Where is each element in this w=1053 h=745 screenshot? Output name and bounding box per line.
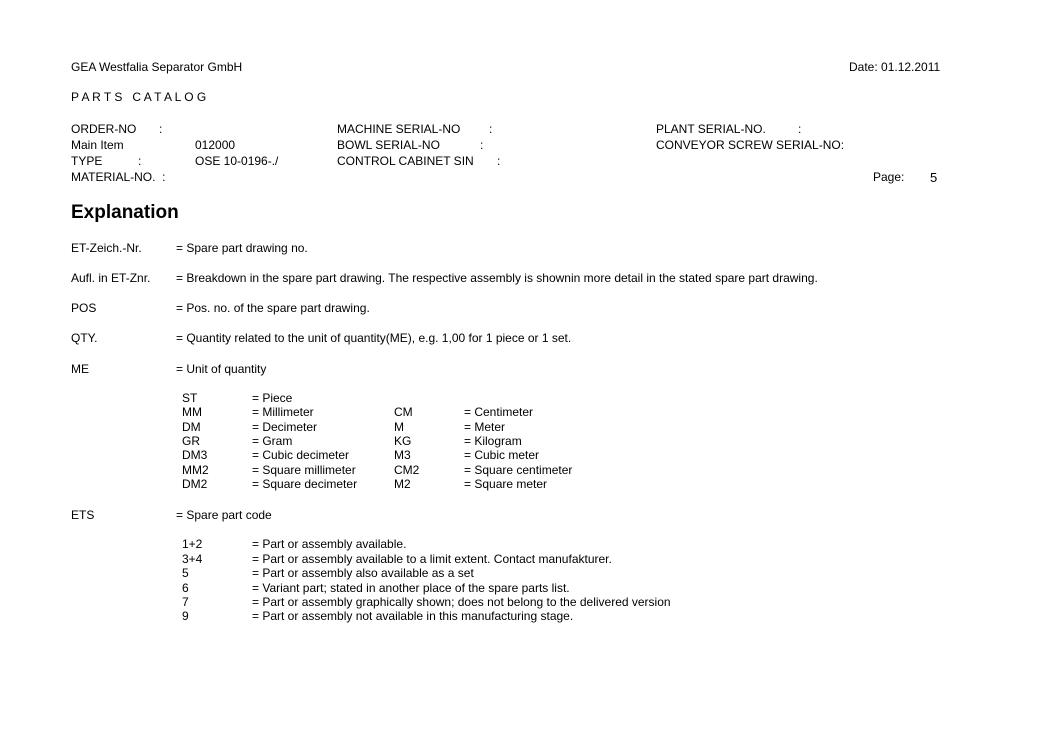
control-cabinet-colon: : [497,154,501,168]
plant-serial-colon: : [798,122,802,136]
unit-desc: = Decimeter [252,420,318,434]
bowl-serial-colon: : [480,138,484,152]
type-value: OSE 10-0196-./ [195,154,279,168]
ets-desc: = Variant part; stated in another place of the spare parts list. [252,581,570,595]
unit-code: KG [394,434,412,448]
unit-code: CM2 [394,463,420,477]
machine-serial-colon: : [489,122,493,136]
unit-code: DM3 [182,448,208,462]
unit-desc: = Centimeter [464,405,534,419]
definition-term: ETS [71,508,95,522]
document-date: Date: 01.12.2011 [849,60,941,74]
unit-desc: = Square meter [464,477,548,491]
section-title: Explanation [71,202,179,223]
type-label: TYPE [71,154,103,168]
order-no-label: ORDER-NO [71,122,137,136]
main-item-value: 012000 [195,138,236,152]
ets-code: 7 [182,595,189,609]
unit-desc: = Square millimeter [252,463,356,477]
unit-desc: = Millimeter [252,405,314,419]
definition-term: Aufl. in ET-Znr. [71,271,151,285]
definition-desc: = Pos. no. of the spare part drawing. [176,301,370,315]
definition-desc: = Breakdown in the spare part drawing. The respective assembly is shownin more detail in the stated spare part drawing. [176,271,818,285]
order-no-colon: : [159,122,163,136]
definition-desc: = Spare part drawing no. [176,241,308,255]
unit-code: DM [182,420,201,434]
page-number: 5 [930,170,938,185]
ets-code: 6 [182,581,189,595]
page-label: Page: [873,170,905,184]
definition-desc: = Quantity related to the unit of quantity(ME), e.g. 1,00 for 1 piece or 1 set. [176,331,572,345]
unit-desc: = Cubic decimeter [252,448,350,462]
ets-code: 5 [182,566,189,580]
plant-serial-label: PLANT SERIAL-NO. [656,122,766,136]
unit-desc: = Square centimeter [464,463,573,477]
catalog-title: P A R T S C A T A L O G [71,90,207,104]
unit-desc: = Meter [464,420,506,434]
type-colon: : [138,154,142,168]
unit-code: MM2 [182,463,209,477]
main-item-label: Main Item [71,138,124,152]
definition-term: QTY. [71,331,98,345]
unit-code: M [394,420,404,434]
ets-desc: = Part or assembly available. [252,537,407,551]
ets-desc: = Part or assembly not available in this manufacturing stage. [252,609,574,623]
unit-desc: = Square decimeter [252,477,358,491]
unit-code: CM [394,405,413,419]
definition-desc: = Spare part code [176,508,272,522]
unit-code: MM [182,405,202,419]
unit-desc: = Gram [252,434,293,448]
definition-term: POS [71,301,97,315]
material-no-label: MATERIAL-NO. : [71,170,166,184]
control-cabinet-label: CONTROL CABINET SIN [337,154,474,168]
unit-code: M2 [394,477,411,491]
definition-term: ET-Zeich.-Nr. [71,241,142,255]
definition-term: ME [71,362,89,376]
unit-code: ST [182,391,198,405]
ets-code: 9 [182,609,189,623]
machine-serial-label: MACHINE SERIAL-NO [337,122,461,136]
company-name: GEA Westfalia Separator GmbH [71,60,243,74]
unit-code: GR [182,434,200,448]
ets-desc: = Part or assembly graphically shown; does not belong to the delivered version [252,595,671,609]
ets-desc: = Part or assembly available to a limit extent. Contact manufakturer. [252,552,612,566]
unit-code: DM2 [182,477,208,491]
unit-desc: = Cubic meter [464,448,540,462]
ets-code: 1+2 [182,537,203,551]
unit-desc: = Piece [252,391,293,405]
unit-code: M3 [394,448,411,462]
conveyor-serial-label: CONVEYOR SCREW SERIAL-NO: [656,138,845,152]
definition-desc: = Unit of quantity [176,362,267,376]
unit-desc: = Kilogram [464,434,522,448]
ets-code: 3+4 [182,552,203,566]
bowl-serial-label: BOWL SERIAL-NO [337,138,440,152]
ets-desc: = Part or assembly also available as a set [252,566,474,580]
